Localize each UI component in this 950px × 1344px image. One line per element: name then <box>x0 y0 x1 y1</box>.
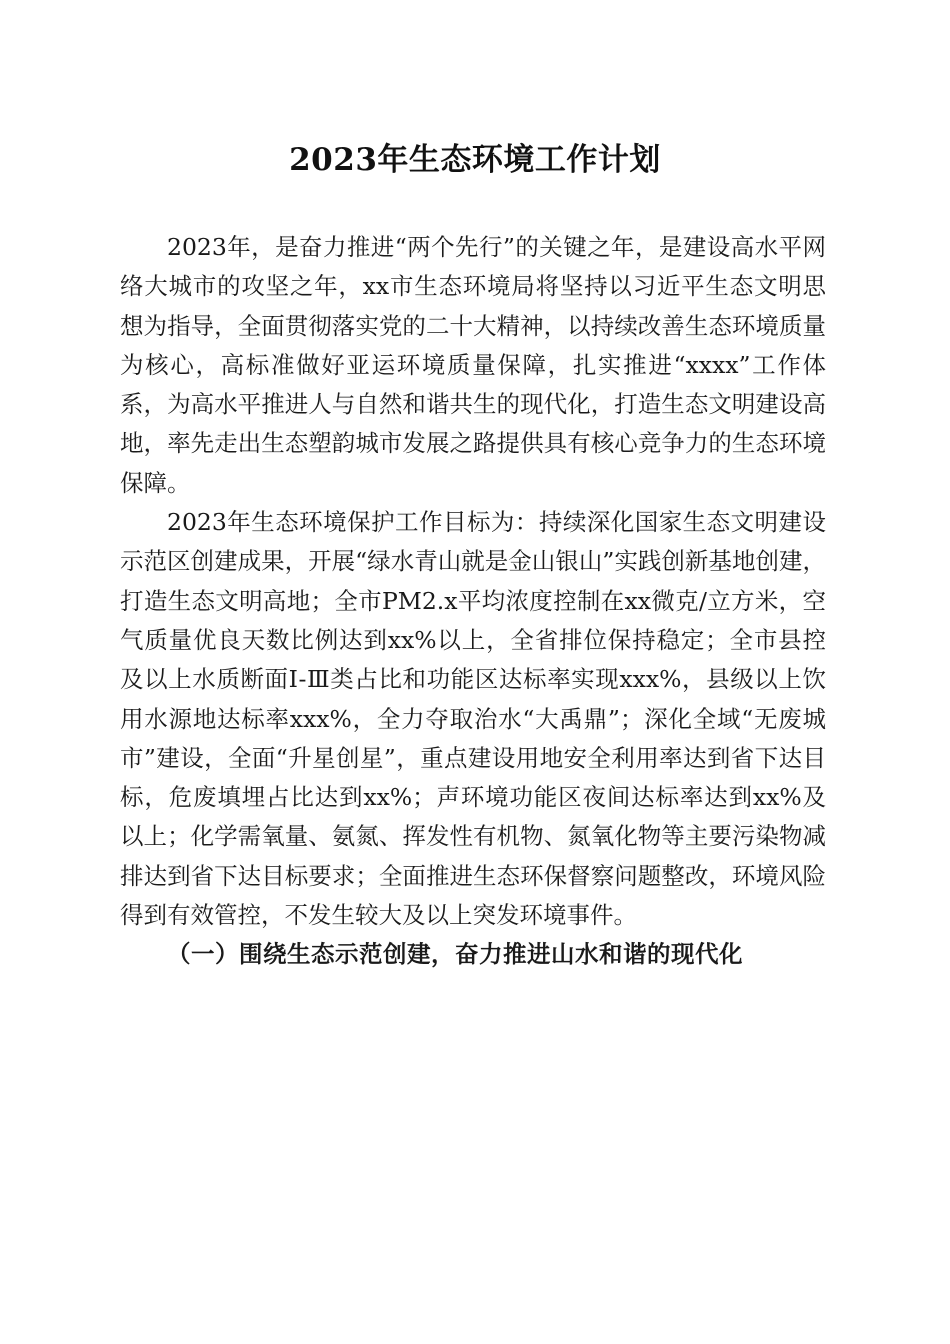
document-title: 2023年生态环境工作计划 <box>289 142 661 178</box>
paragraph-goals: 2023年生态环境保护工作目标为：持续深化国家生态文明建设示范区创建成果，开展“绿水青山就是金山银山”实践创新基地创建，打造生态文明高地；全市PM2.x平均浓度控制在xx微克/立方米，空气质量优良天数比例达到xx%以上，全省排位保持稳定；全市县控及以上水质断面Ⅰ-Ⅲ类占比和功能区达标率实现xxx%，县级以上饮用水源地达标率xxx%，全力夺取治水“大禹鼎”；深化全域“无废城市”建设，全面“升星创星”，重点建设用地安全利用率达到省下达目标，危废填埋占比达到xx%；声环境功能区夜间达标率达到xx%及以上；化学需氧量、氨氮、挥发性有机物、氮氧化物等主要污染物减排达到省下达目标要求；全面推进生态环保督察问题整改，环境风险得到有效管控，不发生较大及以上突发环境事件。 <box>120 508 826 930</box>
document-body <box>120 228 826 975</box>
paragraph-intro: 2023年，是奋力推进“两个先行”的关键之年，是建设高水平网络大城市的攻坚之年，xx市生态环境局将坚持以习近平生态文明思想为指导，全面贯彻落实党的二十大精神，以持续改善生态环境质量为核心，高标准做好亚运环境质量保障，扎实推进“xxxx”工作体系，为高水平推进人与自然和谐共生的现代化，打造生态文明建设高地，率先走出生态塑韵城市发展之路提供具有核心竞争力的生态环境保障。 <box>120 233 826 497</box>
section-heading: （一）围绕生态示范创建，奋力推进山水和谐的现代化 <box>167 940 743 969</box>
